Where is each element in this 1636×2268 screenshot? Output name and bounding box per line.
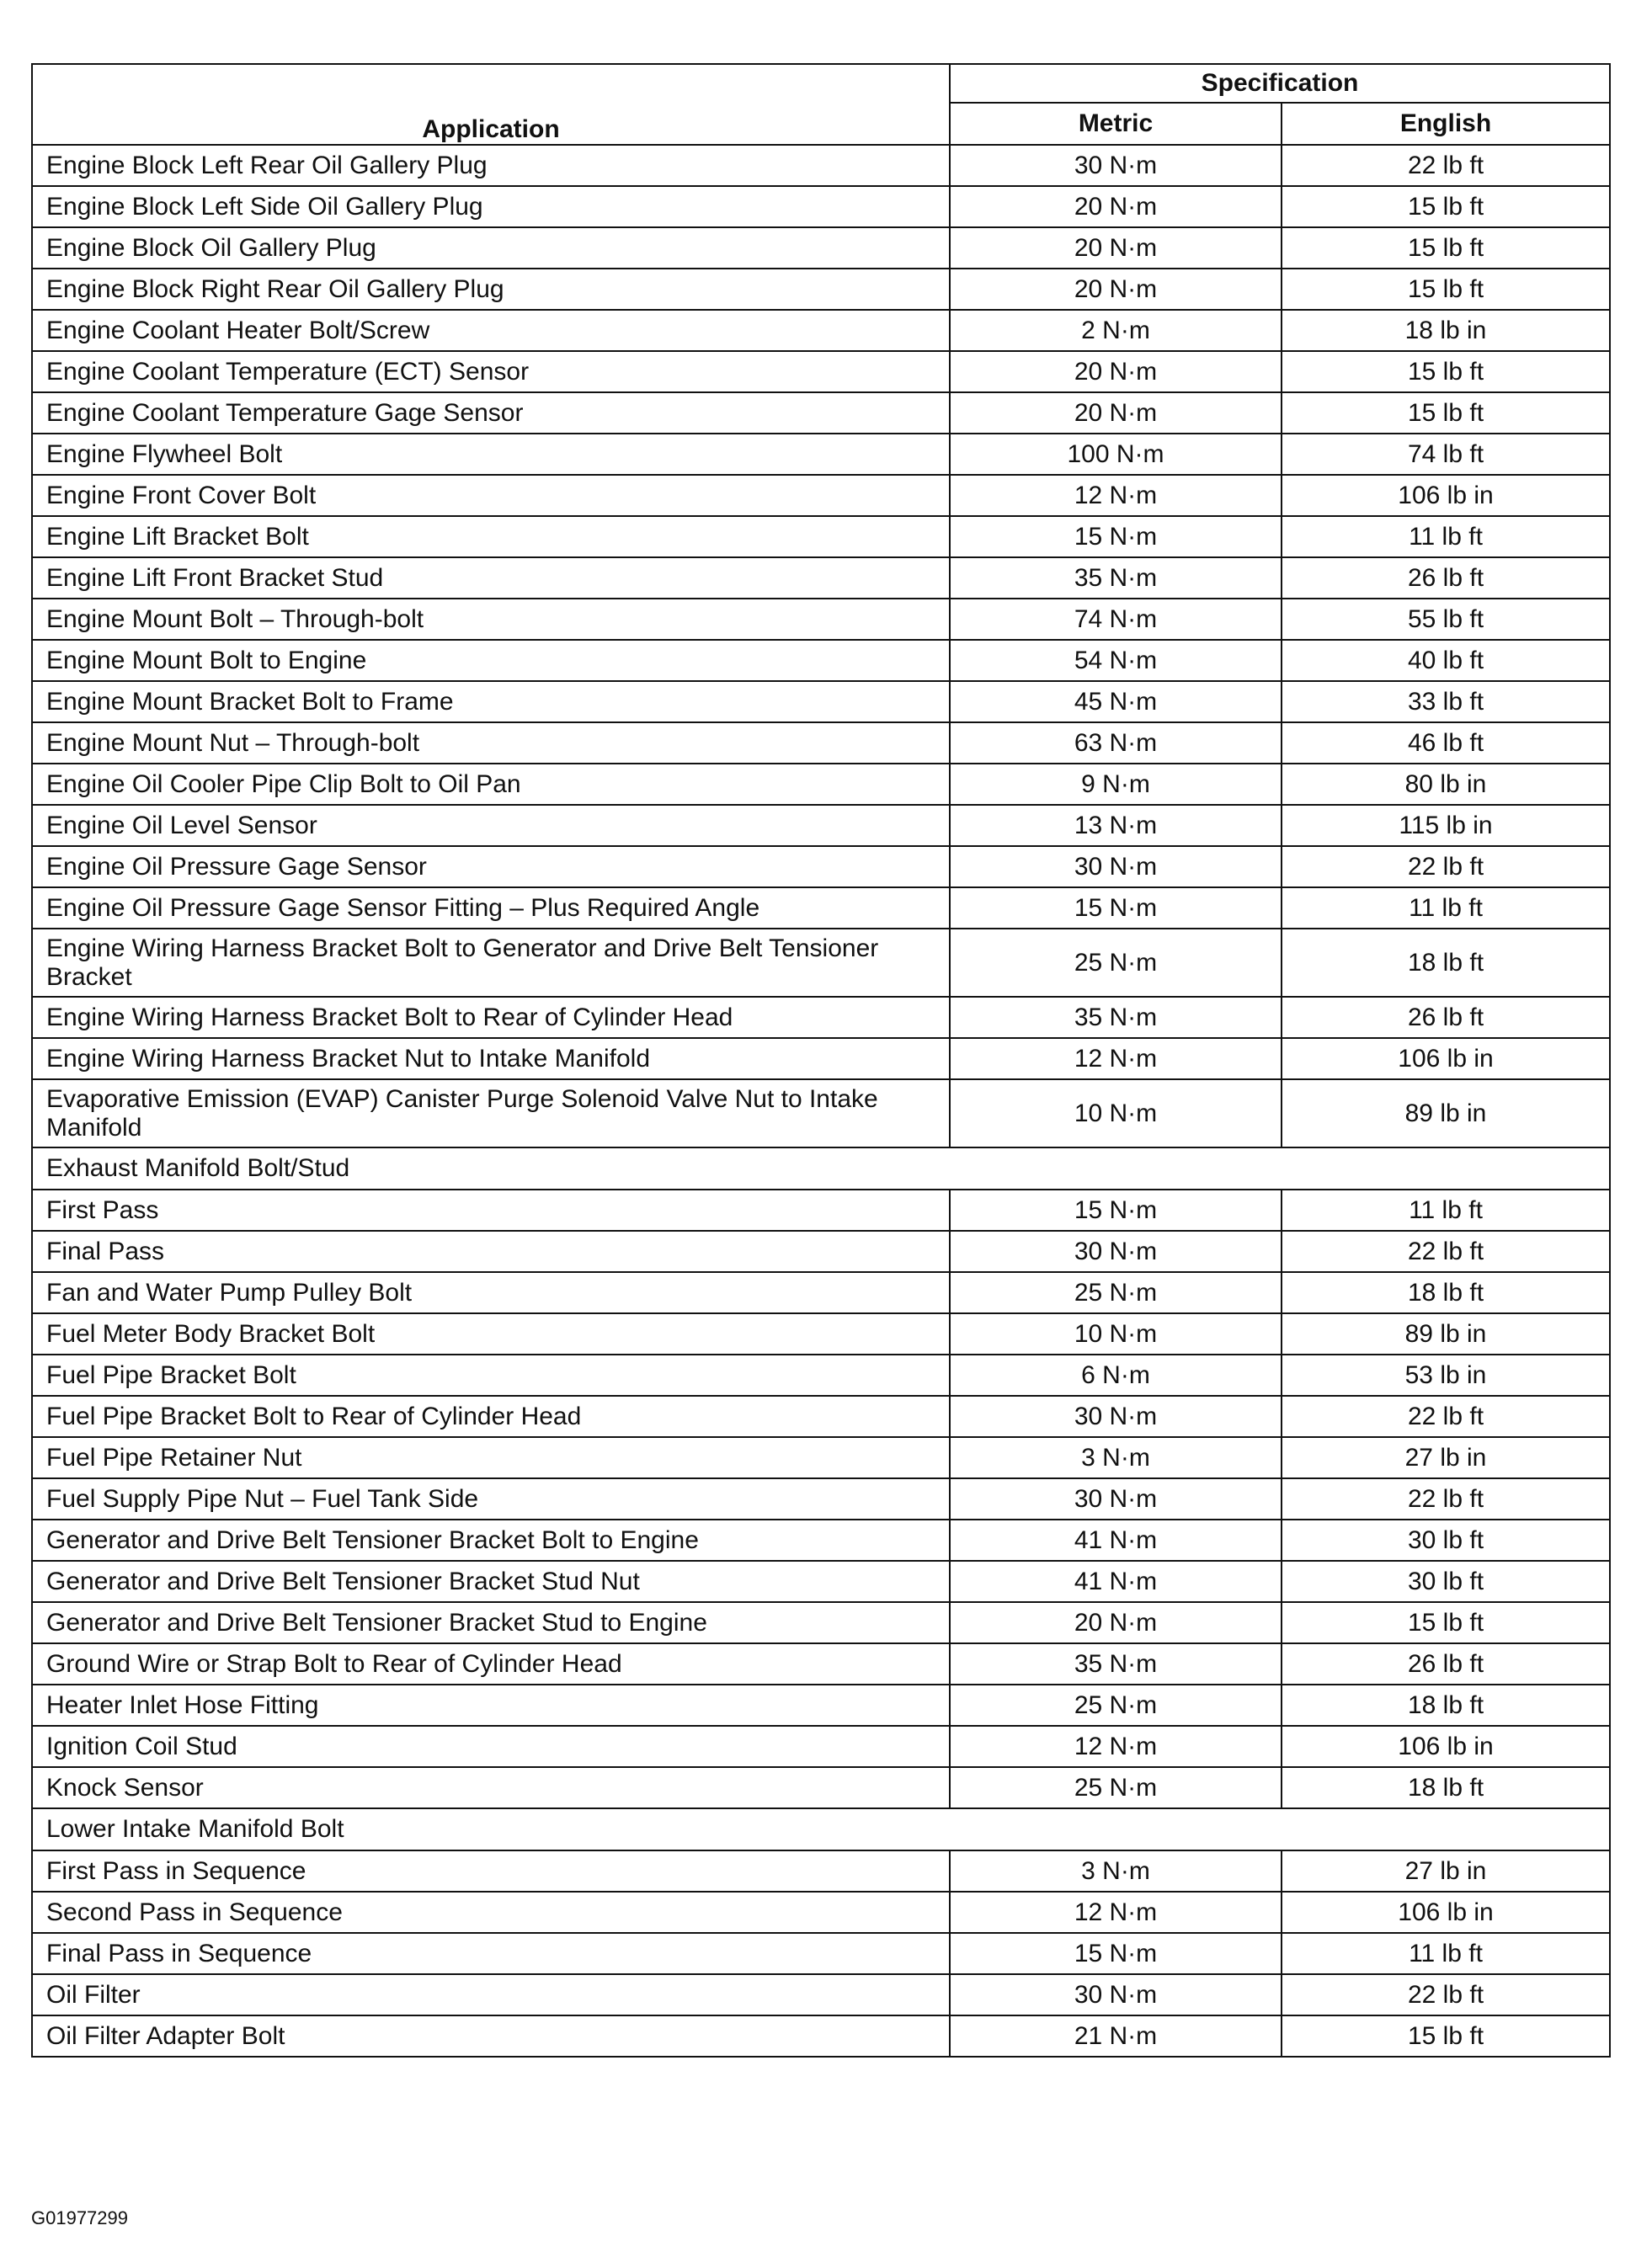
table-row [32, 392, 1610, 434]
english-cell: 15 lb ft [1282, 269, 1610, 310]
metric-cell: 25 N·m [950, 1272, 1282, 1313]
application-cell: Generator and Drive Belt Tensioner Bracket Bolt to Engine [32, 1520, 950, 1561]
metric-cell: 13 N·m [950, 805, 1282, 846]
table-row [32, 1850, 1610, 1892]
application-cell: Final Pass [32, 1231, 950, 1272]
metric-cell: 20 N·m [950, 227, 1282, 269]
table-row [32, 1520, 1610, 1561]
metric-cell: 15 N·m [950, 516, 1282, 557]
english-cell: 22 lb ft [1282, 145, 1610, 186]
table-group-row [32, 1808, 1610, 1850]
metric-cell: 41 N·m [950, 1561, 1282, 1602]
english-cell: 15 lb ft [1282, 186, 1610, 227]
metric-cell: 20 N·m [950, 269, 1282, 310]
application-cell: Oil Filter Adapter Bolt [32, 2015, 950, 2057]
metric-cell: 54 N·m [950, 640, 1282, 681]
application-cell: Lower Intake Manifold Bolt [32, 1808, 1610, 1850]
table-row [32, 1079, 1610, 1147]
english-cell: 89 lb in [1282, 1313, 1610, 1355]
application-cell: Heater Inlet Hose Fitting [32, 1685, 950, 1726]
english-cell: 46 lb ft [1282, 722, 1610, 764]
english-cell: 26 lb ft [1282, 557, 1610, 599]
figure-id: G01977299 [31, 2207, 128, 2228]
application-cell: Engine Flywheel Bolt [32, 434, 950, 475]
header-application: Application [32, 64, 950, 145]
header-english: English [1282, 103, 1610, 145]
table-row [32, 805, 1610, 846]
english-cell: 106 lb in [1282, 1892, 1610, 1933]
table-row [32, 310, 1610, 351]
torque-specification-table [31, 63, 1611, 2058]
table-row [32, 1313, 1610, 1355]
metric-cell: 30 N·m [950, 1231, 1282, 1272]
english-cell: 11 lb ft [1282, 887, 1610, 929]
table-row [32, 1272, 1610, 1313]
english-cell: 115 lb in [1282, 805, 1610, 846]
english-cell: 106 lb in [1282, 1726, 1610, 1767]
application-cell: Generator and Drive Belt Tensioner Bracket Stud Nut [32, 1561, 950, 1602]
metric-cell: 9 N·m [950, 764, 1282, 805]
table-row [32, 1767, 1610, 1808]
application-cell: Engine Block Right Rear Oil Gallery Plug [32, 269, 950, 310]
table-row [32, 1643, 1610, 1685]
metric-cell: 30 N·m [950, 145, 1282, 186]
application-cell: Engine Block Oil Gallery Plug [32, 227, 950, 269]
metric-cell: 3 N·m [950, 1437, 1282, 1478]
english-cell: 18 lb ft [1282, 1685, 1610, 1726]
english-cell: 106 lb in [1282, 475, 1610, 516]
english-cell: 26 lb ft [1282, 1643, 1610, 1685]
table-row [32, 145, 1610, 186]
metric-cell: 30 N·m [950, 1974, 1282, 2015]
application-cell: Ignition Coil Stud [32, 1726, 950, 1767]
english-cell: 27 lb in [1282, 1850, 1610, 1892]
table-row [32, 599, 1610, 640]
metric-cell: 20 N·m [950, 392, 1282, 434]
application-cell: Engine Coolant Temperature Gage Sensor [32, 392, 950, 434]
english-cell: 26 lb ft [1282, 997, 1610, 1038]
application-cell: Exhaust Manifold Bolt/Stud [32, 1147, 1610, 1190]
table-group-row [32, 1147, 1610, 1190]
metric-cell: 30 N·m [950, 1396, 1282, 1437]
metric-cell: 10 N·m [950, 1079, 1282, 1147]
application-cell: Engine Mount Bracket Bolt to Frame [32, 681, 950, 722]
english-cell: 18 lb ft [1282, 1767, 1610, 1808]
application-cell: Fuel Pipe Retainer Nut [32, 1437, 950, 1478]
application-cell: Fuel Pipe Bracket Bolt [32, 1355, 950, 1396]
application-cell: Engine Wiring Harness Bracket Bolt to Rear of Cylinder Head [32, 997, 950, 1038]
application-cell: Generator and Drive Belt Tensioner Bracket Stud to Engine [32, 1602, 950, 1643]
application-cell: Engine Mount Nut – Through-bolt [32, 722, 950, 764]
metric-cell: 45 N·m [950, 681, 1282, 722]
table-row [32, 764, 1610, 805]
metric-cell: 25 N·m [950, 929, 1282, 997]
header-specification: Specification [950, 64, 1610, 103]
english-cell: 18 lb ft [1282, 929, 1610, 997]
application-cell: Engine Oil Level Sensor [32, 805, 950, 846]
table-row [32, 1685, 1610, 1726]
metric-cell: 25 N·m [950, 1767, 1282, 1808]
table-row [32, 681, 1610, 722]
table-row [32, 1396, 1610, 1437]
english-cell: 22 lb ft [1282, 1478, 1610, 1520]
table-row [32, 1478, 1610, 1520]
table-row [32, 1038, 1610, 1079]
english-cell: 18 lb in [1282, 310, 1610, 351]
application-cell: Engine Front Cover Bolt [32, 475, 950, 516]
english-cell: 89 lb in [1282, 1079, 1610, 1147]
table-row [32, 1437, 1610, 1478]
application-cell: Evaporative Emission (EVAP) Canister Purge Solenoid Valve Nut to Intake Manifold [32, 1079, 950, 1147]
table-row [32, 1231, 1610, 1272]
english-cell: 11 lb ft [1282, 1190, 1610, 1231]
application-cell: Engine Oil Pressure Gage Sensor Fitting – Plus Required Angle [32, 887, 950, 929]
metric-cell: 12 N·m [950, 1892, 1282, 1933]
table-row [32, 269, 1610, 310]
metric-cell: 21 N·m [950, 2015, 1282, 2057]
table-row [32, 1726, 1610, 1767]
application-cell: Engine Oil Cooler Pipe Clip Bolt to Oil Pan [32, 764, 950, 805]
table-row [32, 1602, 1610, 1643]
application-cell: Final Pass in Sequence [32, 1933, 950, 1974]
application-cell: Engine Coolant Temperature (ECT) Sensor [32, 351, 950, 392]
english-cell: 15 lb ft [1282, 227, 1610, 269]
table-row [32, 1355, 1610, 1396]
table-row [32, 640, 1610, 681]
application-cell: Engine Wiring Harness Bracket Bolt to Generator and Drive Belt Tensioner Bracket [32, 929, 950, 997]
english-cell: 11 lb ft [1282, 1933, 1610, 1974]
metric-cell: 63 N·m [950, 722, 1282, 764]
table-row [32, 997, 1610, 1038]
application-cell: Engine Mount Bolt – Through-bolt [32, 599, 950, 640]
metric-cell: 15 N·m [950, 1933, 1282, 1974]
application-cell: First Pass in Sequence [32, 1850, 950, 1892]
metric-cell: 10 N·m [950, 1313, 1282, 1355]
metric-cell: 30 N·m [950, 846, 1282, 887]
table-row [32, 351, 1610, 392]
application-cell: Engine Wiring Harness Bracket Nut to Intake Manifold [32, 1038, 950, 1079]
english-cell: 22 lb ft [1282, 1231, 1610, 1272]
metric-cell: 25 N·m [950, 1685, 1282, 1726]
english-cell: 27 lb in [1282, 1437, 1610, 1478]
application-cell: Engine Oil Pressure Gage Sensor [32, 846, 950, 887]
metric-cell: 2 N·m [950, 310, 1282, 351]
header-metric: Metric [950, 103, 1282, 145]
application-cell: Knock Sensor [32, 1767, 950, 1808]
application-cell: Engine Block Left Side Oil Gallery Plug [32, 186, 950, 227]
table-row [32, 1892, 1610, 1933]
english-cell: 55 lb ft [1282, 599, 1610, 640]
table-row [32, 186, 1610, 227]
application-cell: Ground Wire or Strap Bolt to Rear of Cylinder Head [32, 1643, 950, 1685]
table-row [32, 557, 1610, 599]
table-row [32, 434, 1610, 475]
application-cell: Fuel Meter Body Bracket Bolt [32, 1313, 950, 1355]
table-row [32, 475, 1610, 516]
metric-cell: 15 N·m [950, 887, 1282, 929]
metric-cell: 12 N·m [950, 1038, 1282, 1079]
application-cell: Fan and Water Pump Pulley Bolt [32, 1272, 950, 1313]
table-row [32, 846, 1610, 887]
metric-cell: 41 N·m [950, 1520, 1282, 1561]
english-cell: 33 lb ft [1282, 681, 1610, 722]
english-cell: 22 lb ft [1282, 1396, 1610, 1437]
table-body [32, 145, 1610, 2057]
table-row [32, 516, 1610, 557]
english-cell: 30 lb ft [1282, 1561, 1610, 1602]
english-cell: 15 lb ft [1282, 2015, 1610, 2057]
table-row [32, 227, 1610, 269]
table-row [32, 722, 1610, 764]
english-cell: 11 lb ft [1282, 516, 1610, 557]
metric-cell: 20 N·m [950, 1602, 1282, 1643]
english-cell: 40 lb ft [1282, 640, 1610, 681]
metric-cell: 6 N·m [950, 1355, 1282, 1396]
application-cell: Engine Block Left Rear Oil Gallery Plug [32, 145, 950, 186]
metric-cell: 12 N·m [950, 1726, 1282, 1767]
table-row [32, 1190, 1610, 1231]
metric-cell: 15 N·m [950, 1190, 1282, 1231]
table-row [32, 1974, 1610, 2015]
application-cell: Engine Mount Bolt to Engine [32, 640, 950, 681]
application-cell: Engine Coolant Heater Bolt/Screw [32, 310, 950, 351]
english-cell: 30 lb ft [1282, 1520, 1610, 1561]
metric-cell: 35 N·m [950, 1643, 1282, 1685]
english-cell: 18 lb ft [1282, 1272, 1610, 1313]
table-row [32, 887, 1610, 929]
english-cell: 15 lb ft [1282, 1602, 1610, 1643]
metric-cell: 20 N·m [950, 351, 1282, 392]
application-cell: Fuel Pipe Bracket Bolt to Rear of Cylinder Head [32, 1396, 950, 1437]
metric-cell: 35 N·m [950, 997, 1282, 1038]
table-row [32, 1933, 1610, 1974]
english-cell: 80 lb in [1282, 764, 1610, 805]
metric-cell: 30 N·m [950, 1478, 1282, 1520]
english-cell: 15 lb ft [1282, 392, 1610, 434]
metric-cell: 74 N·m [950, 599, 1282, 640]
metric-cell: 20 N·m [950, 186, 1282, 227]
metric-cell: 12 N·m [950, 475, 1282, 516]
application-cell: First Pass [32, 1190, 950, 1231]
english-cell: 106 lb in [1282, 1038, 1610, 1079]
english-cell: 22 lb ft [1282, 846, 1610, 887]
table-row [32, 929, 1610, 997]
header-row-specification [32, 64, 1610, 103]
english-cell: 22 lb ft [1282, 1974, 1610, 2015]
english-cell: 15 lb ft [1282, 351, 1610, 392]
metric-cell: 100 N·m [950, 434, 1282, 475]
application-cell: Fuel Supply Pipe Nut – Fuel Tank Side [32, 1478, 950, 1520]
application-cell: Engine Lift Front Bracket Stud [32, 557, 950, 599]
table-row [32, 1561, 1610, 1602]
english-cell: 53 lb in [1282, 1355, 1610, 1396]
metric-cell: 3 N·m [950, 1850, 1282, 1892]
application-cell: Second Pass in Sequence [32, 1892, 950, 1933]
english-cell: 74 lb ft [1282, 434, 1610, 475]
metric-cell: 35 N·m [950, 557, 1282, 599]
application-cell: Oil Filter [32, 1974, 950, 2015]
application-cell: Engine Lift Bracket Bolt [32, 516, 950, 557]
table-row [32, 2015, 1610, 2057]
